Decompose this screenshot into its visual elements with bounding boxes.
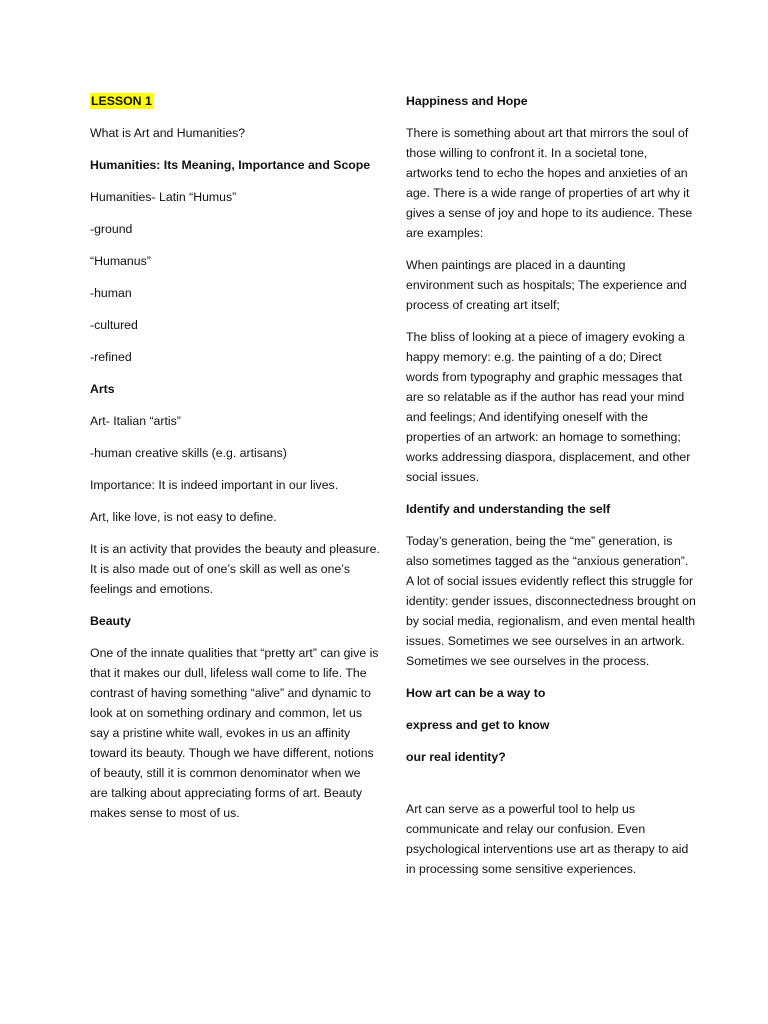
question-line-3: our real identity? [406,750,506,764]
beauty-heading: Beauty [90,614,132,628]
humanus-term: “Humanus” [90,254,151,268]
arts-heading: Arts [90,382,115,396]
humanities-heading: Humanities: Its Meaning, Importance and Scope [90,158,371,172]
paragraph-spacer [406,779,696,799]
left-column [90,91,380,835]
beauty-paragraph: One of the innate qualities that “pretty art” can give is that it makes our dull, lifeless wall come to life. The contrast of having something “alive” and dynamic to look at on something ordinary and common, let us say a pristine white wall, evokes in us an affinity toward its beauty. Though we have different, notions of beauty, still it is common denominator when we are talking about appreciating forms of art. Beauty makes sense to most of us. [90,646,379,820]
importance-statement: Importance: It is indeed important in our lives. [90,478,339,492]
happiness-heading: Happiness and Hope [406,94,528,108]
human-creative-skills: -human creative skills (e.g. artisans) [90,446,287,460]
ground-term: -ground [90,222,133,236]
lesson-heading [90,91,380,111]
humanities-latin: Humanities- Latin “Humus” [90,190,237,204]
activity-paragraph: It is an activity that provides the beauty and pleasure. It is also made out of one’s skill as well as one’s feelings and emotions. [90,542,380,596]
lesson-label: LESSON 1 [91,94,152,108]
generation-paragraph: Today’s generation, being the “me” generation, is also sometimes tagged as the “anxious generation”. A lot of social issues evidently reflect this struggle for identity: gender issues, disconnectedness brought on by social media, regionalism, and even mental health issues. Sometimes we see ourselves in an artwork. Sometimes we see ourselves in the process. [406,534,696,668]
refined-term: -refined [90,350,132,364]
identify-heading: Identify and understanding the self [406,502,611,516]
tool-paragraph: Art can serve as a powerful tool to help us communicate and relay our confusion. Even psychological interventions use art as therapy to aid in processing some sensitive experiences. [406,802,689,876]
human-term: -human [90,286,132,300]
what-is-art-question: What is Art and Humanities? [90,126,246,140]
happiness-paragraph: There is something about art that mirrors the soul of those willing to confront it. In a societal tone, artworks tend to echo the hopes and anxieties of an age. There is a wide range of properties of art why it gives a sense of joy and hope to its audience. These are examples: [406,126,693,240]
art-like-love: Art, like love, is not easy to define. [90,510,277,524]
cultured-term: -cultured [90,318,138,332]
art-italian: Art- Italian “artis” [90,414,181,428]
paintings-paragraph: When paintings are placed in a daunting environment such as hospitals; The experience and process of creating art itself; [406,258,687,312]
question-line-2: express and get to know [406,718,550,732]
bliss-paragraph: The bliss of looking at a piece of imagery evoking a happy memory: e.g. the painting of a do; Direct words from typography and graphic messages that are so relatable as if the author has read your mind and feelings; And identifying oneself with the properties of an artwork: an homage to something; works addressing diaspora, displacement, and other social issues. [406,330,691,484]
right-column [406,91,696,891]
question-line-1: How art can be a way to [406,686,546,700]
